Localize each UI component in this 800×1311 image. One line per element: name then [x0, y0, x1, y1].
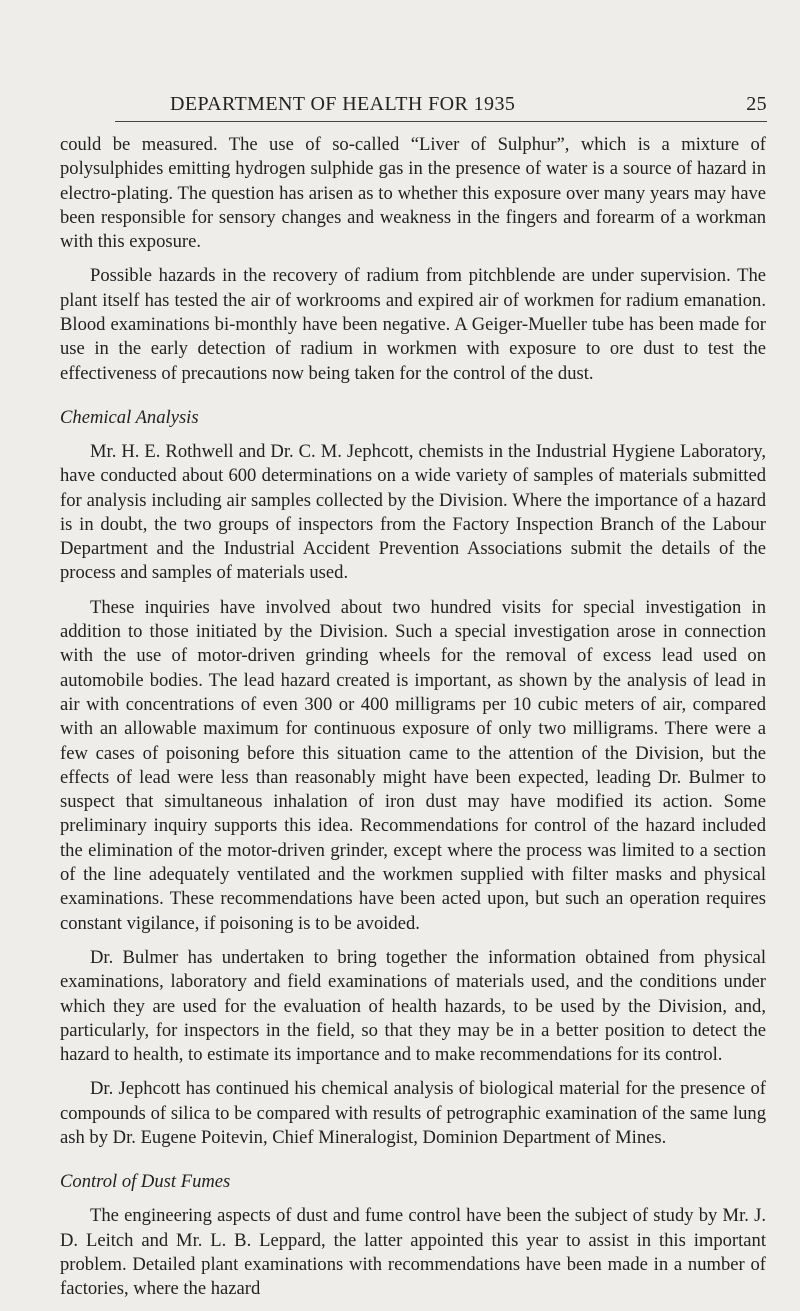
body-paragraph: The engineering aspects of dust and fume control have been the subject of study by Mr. J. D. Leitch and Mr. L. B. Leppard, the latter appointed this year to assist in this important problem. Detailed plant examinations with recommendations have been made in a number of factories, where the hazard [60, 1205, 766, 1300]
body-paragraph: Possible hazards in the recovery of radium from pitchblende are under supervision. The plant itself has tested the air of workrooms and expired air of workmen for radium emanation. Blood examinations bi-monthly have been negative. A Geiger-Mueller tube has been made for use in the early detection of radium in workmen with exposure to ore dust to test the effectiveness of precautions now being taken for the control of the dust. [60, 265, 766, 384]
body-paragraph: Dr. Bulmer has undertaken to bring together the information obtained from physical examinations, laboratory and field examinations of materials used, and the conditions under which they are used for the evaluation of health hazards, to be used by the Division, and, particularly, for inspectors in the field, so that they may be in a better position to detect the hazard to health, to estimate its importance and to make recommendations for its control. [60, 946, 766, 1066]
section-heading-chemical-analysis: Chemical Analysis [60, 406, 199, 428]
running-title: DEPARTMENT OF HEALTH FOR 1935 [170, 93, 516, 115]
body-paragraph: could be measured. The use of so-called “Liver of Sulphur”, which is a mixture of polysulphides emitting hydrogen sulphide gas in the presence of water is a source of hazard in electro-plating. The question has arisen as to whether this exposure over many years may have been responsible for sensory changes and weakness in the fingers and forearm of a workman with this exposure. [60, 134, 766, 253]
body-paragraph: These inquiries have involved about two hundred visits for special investigation in addition to those initiated by the Division. Such a special investigation arose in connection with the use of motor-driven grinding wheels for the removal of excess lead used on automobile bodies. The lead hazard created is important, as shown by the analysis of lead in air with concentrations of even 300 or 400 milligrams per 10 cubic meters of air, compared with an allowable maximum for continuous exposure of only two milligrams. There were a few cases of poisoning before this situation came to the attention of the Division, but the effects of lead were less than reasonably might have been expected, leading Dr. Bulmer to suspect that simultaneous inhalation of iron dust may have modified its action. Some preliminary inquiry supports this idea. Recommendations for control of the hazard included the elimination of the motor-driven grinder, except where the process was limited to a section of the line adequately ventilated and the workmen supplied with filter masks and physical examinations. These recommendations have been acted upon, but such an operation requires constant vigilance, if poisoning is to be avoided. [60, 596, 766, 934]
running-header [115, 93, 767, 122]
document-body [60, 133, 766, 1311]
page-number: 25 [746, 93, 767, 115]
body-paragraph: Mr. H. E. Rothwell and Dr. C. M. Jephcott, chemists in the Industrial Hygiene Laboratory, have conducted about 600 determinations on a wide variety of samples of materials submitted for analysis including air samples collected by the Division. Where the importance of a hazard is in doubt, the two groups of inspectors from the Factory Inspection Branch of the Labour Department and the Industrial Accident Prevention Associations submit the details of the process and samples of materials used. [60, 440, 766, 584]
body-paragraph: Dr. Jephcott has continued his chemical analysis of biological material for the presence of compounds of silica to be compared with results of petrographic examination of the same lung ash by Dr. Eugene Poitevin, Chief Mineralogist, Dominion Department of Mines. [60, 1078, 766, 1148]
section-heading-control-of-dust-fumes: Control of Dust Fumes [60, 1171, 231, 1193]
